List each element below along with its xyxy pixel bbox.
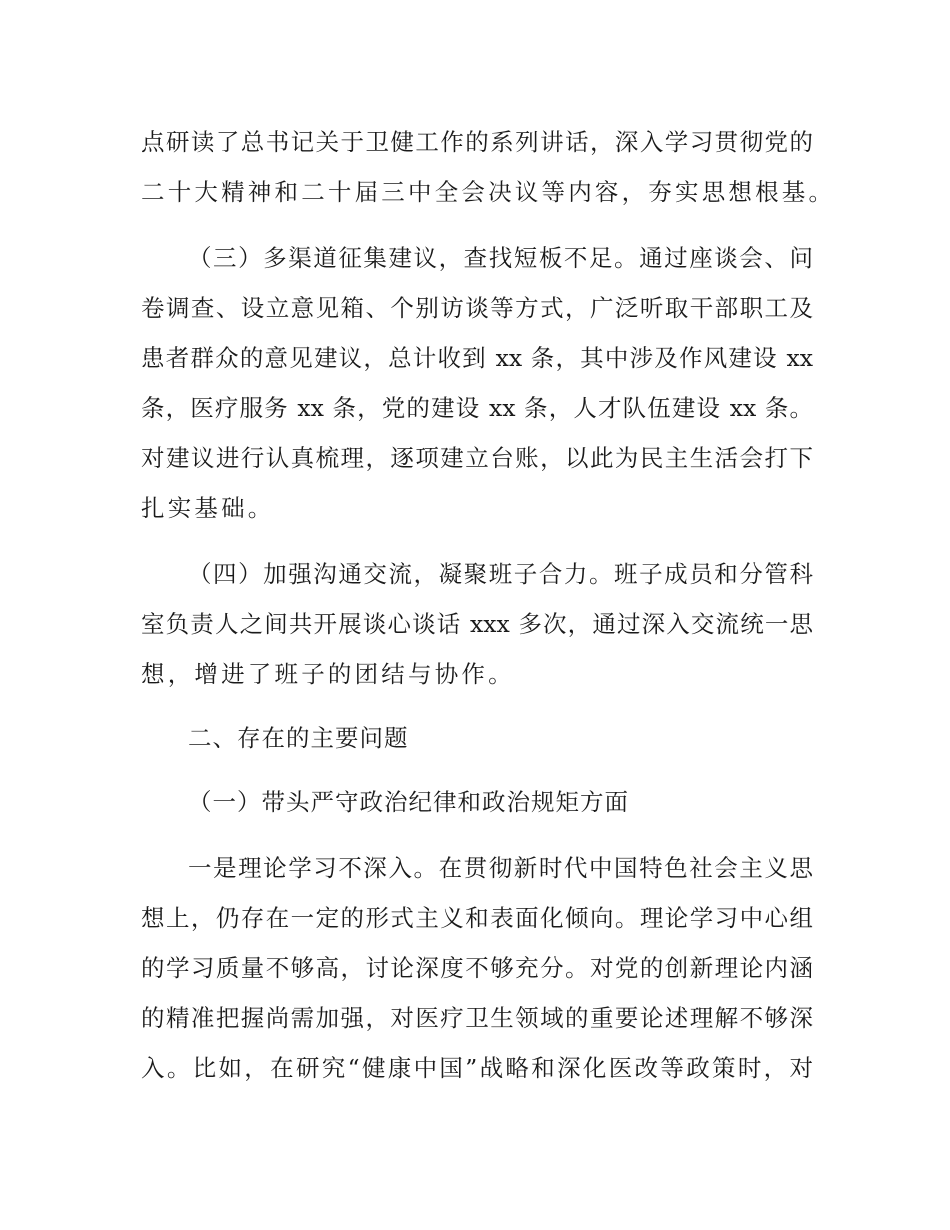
paragraph-line: 条，医疗服务 xx 条，党的建设 xx 条，人才队伍建设 xx 条。 <box>141 394 813 422</box>
paragraph-line: 对建议进行认真梳理，逐项建立台账，以此为民主生活会打下 <box>141 444 813 472</box>
paragraph-line: 二十大精神和二十届三中全会决议等内容，夯实思想根基。 <box>141 178 836 206</box>
paragraph-line: 一是理论学习不深入。在贯彻新时代中国特色社会主义思 <box>188 854 813 882</box>
paragraph-line: 入。比如，在研究“健康中国”战略和深化医改等政策时，对 <box>141 1054 813 1082</box>
paragraph-line: 点研读了总书记关于卫健工作的系列讲话，深入学习贯彻党的 <box>141 128 813 156</box>
paragraph-line: 想，增进了班子的团结与协作。 <box>141 660 515 688</box>
paragraph-line: 卷调查、设立意见箱、个别访谈等方式，广泛听取干部职工及 <box>141 294 813 322</box>
paragraph-line: 的精准把握尚需加强，对医疗卫生领域的重要论述理解不够深 <box>141 1004 813 1032</box>
subsection-heading: （一）带头严守政治纪律和政治规矩方面 <box>188 788 629 816</box>
section-heading: 二、存在的主要问题 <box>188 724 409 752</box>
paragraph-line: 扎实基础。 <box>141 494 275 522</box>
paragraph-line: （三）多渠道征集建议，查找短板不足。通过座谈会、问 <box>188 244 813 272</box>
paragraph-line: 室负责人之间共开展谈心谈话 xxx 多次，通过深入交流统一思 <box>141 610 813 638</box>
paragraph-line: 的学习质量不够高，讨论深度不够充分。对党的创新理论内涵 <box>141 954 813 982</box>
paragraph-line: 患者群众的意见建议，总计收到 xx 条，其中涉及作风建设 xx <box>141 344 813 372</box>
paragraph-line: 想上，仍存在一定的形式主义和表面化倾向。理论学习中心组 <box>141 904 813 932</box>
paragraph-line: （四）加强沟通交流，凝聚班子合力。班子成员和分管科 <box>188 560 813 588</box>
